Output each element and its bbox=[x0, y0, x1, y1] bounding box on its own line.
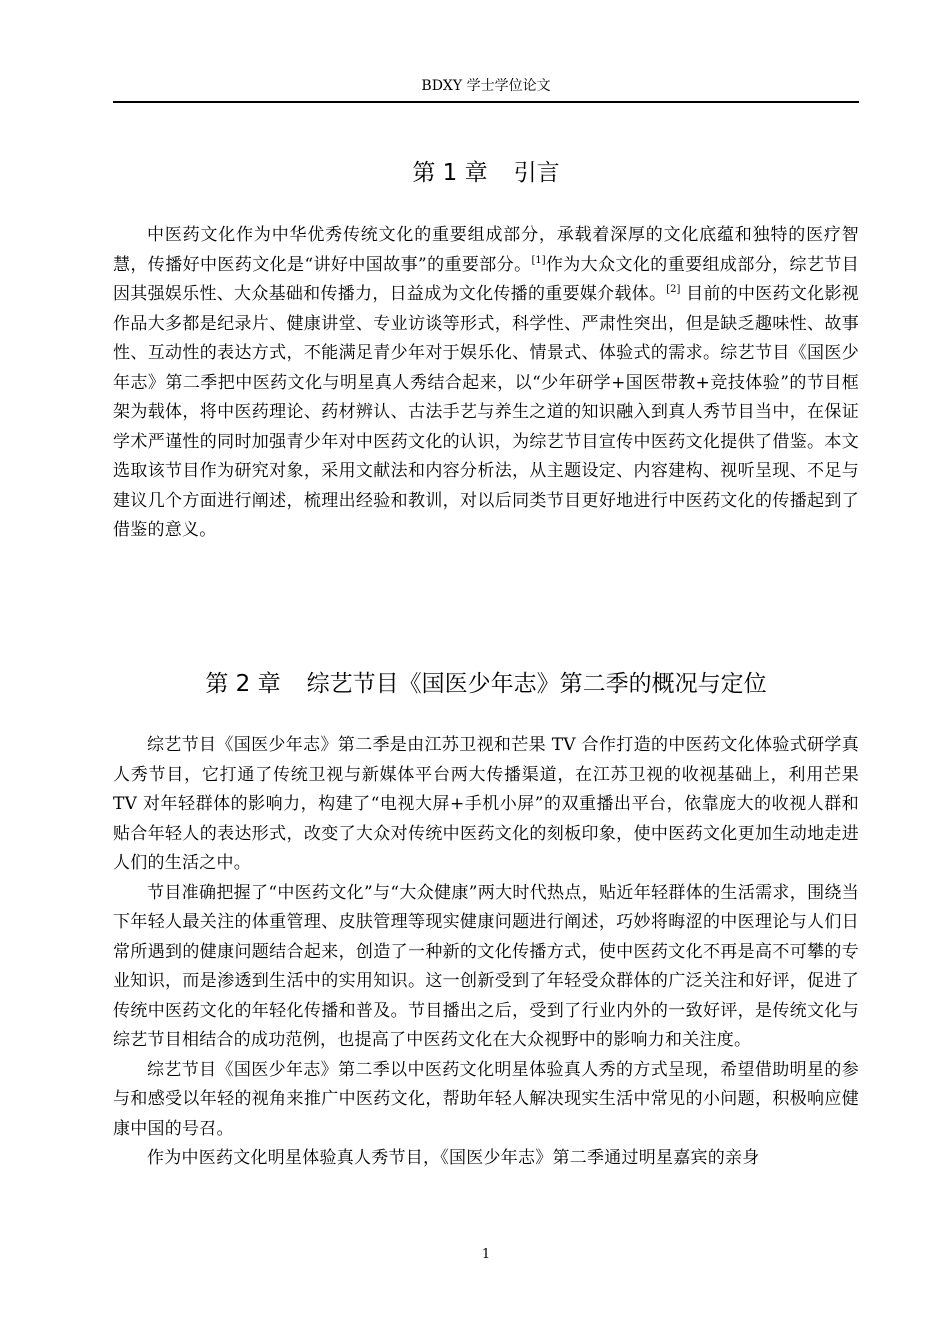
chapter-1-title: 引言 bbox=[513, 160, 560, 186]
chapter-1-body bbox=[113, 221, 859, 546]
citation-marker: [2] bbox=[666, 284, 681, 295]
paragraph: 作为中医药文化明星体验真人秀节目，《国医少年志》第二季通过明星嘉宾的亲身 bbox=[147, 1148, 760, 1168]
chapter-1-number: 第 1 章 bbox=[412, 160, 488, 186]
chapter-1-heading bbox=[113, 156, 859, 190]
paragraph: 综艺节目《国医少年志》第二季是由江苏卫视和芒果 TV 合作打造的中医药文化体验式研学真人秀节目，它打通了传统卫视与新媒体平台两大传播渠道，在江苏卫视的收视基础上，利用芒果 TV 对年轻群体的影响力，构建了“电视大屏+手机小屏”的双重播出平台，依靠庞大的收视人群和贴合年轻人的表达形式，改变了大众对传统中医药文化的刻板印象，使中医药文化更加生动地走进人们的生活之中。 bbox=[113, 735, 859, 873]
chapter-2-body bbox=[113, 731, 859, 1174]
chapter-2-number: 第 2 章 bbox=[205, 671, 281, 697]
paragraph: 节目准确把握了“中医药文化”与“大众健康”两大时代热点，贴近年轻群体的生活需求，围绕当下年轻人最关注的体重管理、皮肤管理等现实健康问题进行阐述，巧妙将晦涩的中医理论与人们日常所遇到的健康问题结合起来，创造了一种新的文化传播方式，使中医药文化不再是高不可攀的专业知识，而是渗透到生活中的实用知识。这一创新受到了年轻受众群体的广泛关注和好评，促进了传统中医药文化的年轻化传播和普及。节目播出之后，受到了行业内外的一致好评，是传统文化与综艺节目相结合的成功范例，也提高了中医药文化在大众视野中的影响力和关注度。 bbox=[113, 882, 859, 1050]
paragraph-text: 目前的中医药文化影视作品大多都是纪录片、健康讲堂、专业访谈等形式，科学性、严肃性突出，但是缺乏趣味性、故事性、互动性的表达方式，不能满足青少年对于娱乐化、情景式、体验式的需求。综艺节目《国医少年志》第二季把中医药文化与明星真人秀结合起来，以“少年研学+国医带教+竞技体验”的节目框架为载体，将中医药理论、药材辨认、古法手艺与养生之道的知识融入到真人秀节目当中，在保证学术严谨性的同时加强青少年对中医药文化的认识，为综艺节目宣传中医药文化提供了借鉴。本文选取该节目作为研究对象，采用文献法和内容分析法，从主题设定、内容建构、视听呈现、不足与建议几个方面进行阐述，梳理出经验和教训，对以后同类节目更好地进行中医药文化的传播起到了借鉴的意义。 bbox=[113, 284, 860, 540]
paragraph bbox=[113, 221, 859, 546]
header-rule bbox=[113, 101, 859, 103]
chapter-2-title: 综艺节目《国医少年志》第二季的概况与定位 bbox=[306, 671, 767, 697]
chapter-2-heading bbox=[113, 667, 859, 701]
running-header: BDXY 学士学位论文 bbox=[421, 78, 551, 94]
page-number: 1 bbox=[481, 1247, 491, 1262]
paragraph: 综艺节目《国医少年志》第二季以中医药文化明星体验真人秀的方式呈现，希望借助明星的参与和感受以年轻的视角来推广中医药文化，帮助年轻人解决现实生活中常见的小问题，积极响应健康中国的号召。 bbox=[113, 1059, 859, 1139]
paragraph-text: 作为大众文化的重要组成部分，综艺节目因其强娱乐性、大众基础和传播力，日益成为文化传播的重要媒介载体。 bbox=[113, 254, 860, 304]
citation-marker: [1] bbox=[531, 254, 546, 266]
paragraph-text: 中医药文化作为中华优秀传统文化的重要组成部分，承载着深厚的文化底蕴和独特的医疗智慧，传播好中医药文化是“讲好中国故事”的重要部分。 bbox=[113, 225, 859, 275]
